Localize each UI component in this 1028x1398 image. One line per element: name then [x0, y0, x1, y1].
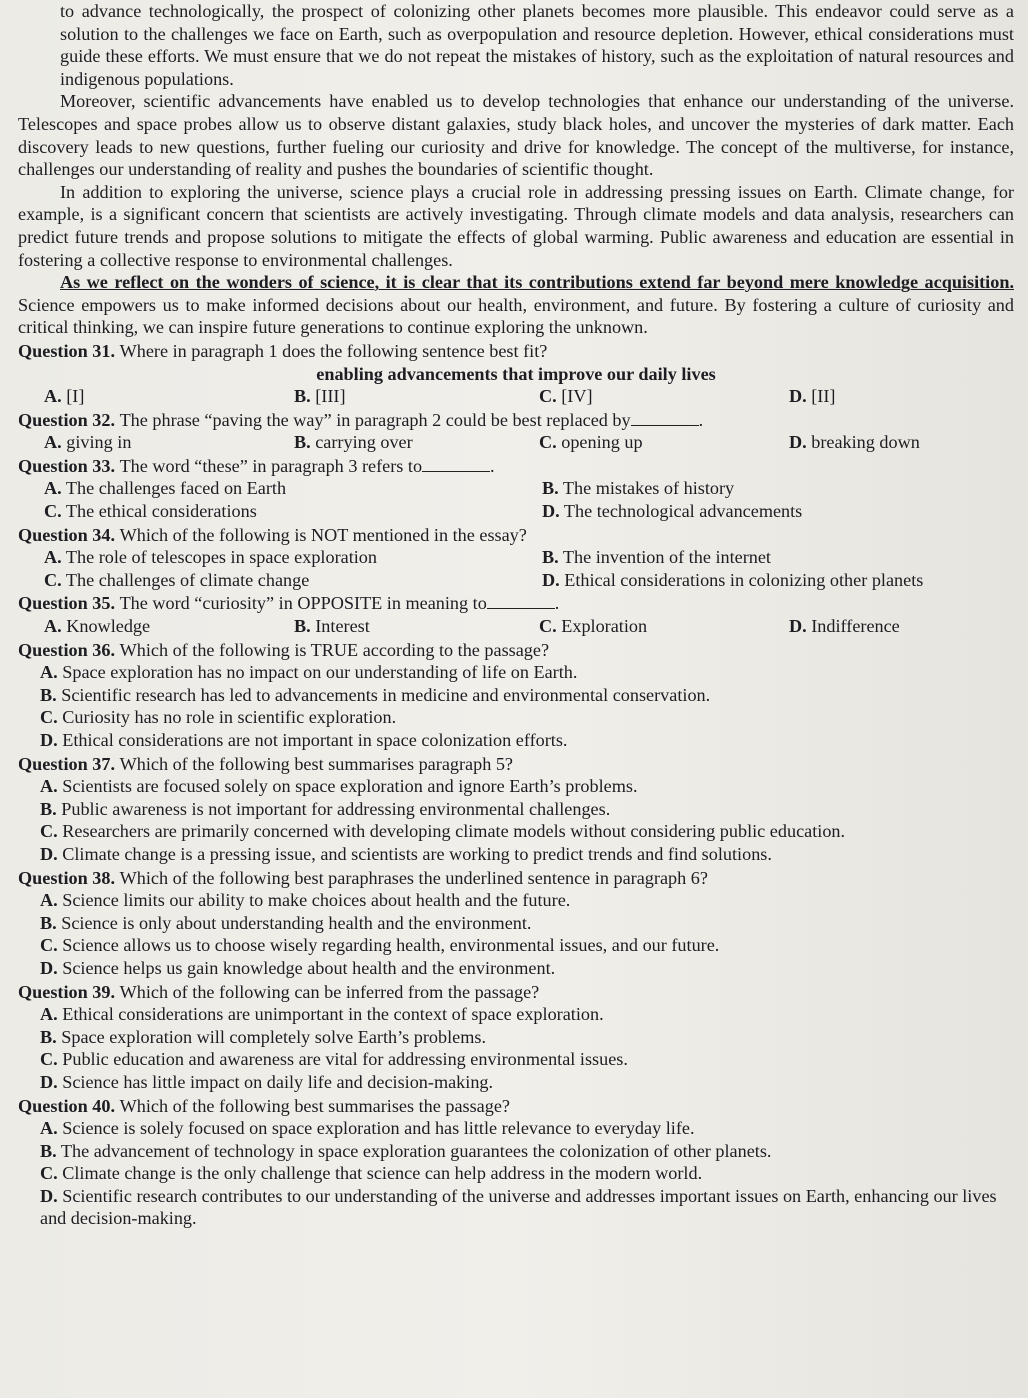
answer-option-d[interactable]	[40, 1071, 1014, 1094]
question-number: Question 38.	[18, 867, 116, 888]
question-tail: .	[554, 593, 560, 614]
question-40	[18, 1095, 1014, 1118]
passage-paragraph-6	[18, 271, 1014, 339]
answer-option-b[interactable]	[294, 615, 539, 638]
answer-option-c[interactable]	[539, 385, 789, 408]
option-text: Ethical considerations are unimportant in the context of space exploration.	[62, 1004, 604, 1025]
option-label: B.	[542, 547, 559, 568]
option-label: C.	[539, 616, 557, 637]
question-stem: Where in paragraph 1 does the following sentence best fit?	[119, 340, 548, 361]
option-label: B.	[40, 912, 57, 933]
answer-options	[18, 1003, 1014, 1093]
answer-option-c[interactable]	[539, 431, 789, 454]
answer-option-c[interactable]	[40, 1048, 1014, 1071]
option-label: B.	[294, 432, 311, 453]
option-label: A.	[44, 432, 62, 453]
option-text: Science has little impact on daily life and decision-making.	[62, 1071, 494, 1092]
option-label: C.	[539, 432, 557, 453]
option-text: giving in	[66, 432, 132, 453]
option-text: Climate change is the only challenge that science can help address in the modern world.	[62, 1163, 703, 1184]
question-number: Question 36.	[18, 639, 116, 660]
option-text: Science limits our ability to make choices about health and the future.	[62, 890, 571, 911]
answer-blank	[631, 409, 699, 426]
answer-option-d[interactable]	[542, 569, 992, 592]
option-label: A.	[44, 547, 62, 568]
option-text: carrying over	[315, 432, 413, 453]
question-stem: Which of the following is NOT mentioned in the essay?	[119, 524, 527, 545]
option-label: B.	[40, 1026, 57, 1047]
question-stem: Which of the following best summarises the passage?	[119, 1095, 510, 1116]
option-label: D.	[40, 730, 58, 750]
answer-option-b[interactable]	[294, 431, 539, 454]
option-text: Scientific research contributes to our understanding of the universe and addresses important issues on Earth, enhancing our lives and decision-making.	[40, 1185, 997, 1229]
option-text: Space exploration has no impact on our understanding of life on Earth.	[62, 662, 578, 683]
option-text: Ethical considerations in colonizing other planets	[564, 569, 924, 590]
question-number: Question 34.	[18, 524, 116, 545]
option-text: Researchers are primarily concerned with developing climate models without considering public education.	[62, 821, 846, 842]
option-text: The mistakes of history	[562, 478, 735, 499]
option-label: C.	[539, 386, 557, 407]
answer-option-d[interactable]	[789, 431, 989, 454]
option-label: D.	[40, 1071, 58, 1092]
option-text: Science is solely focused on space exploration and has little relevance to everyday life.	[62, 1118, 695, 1139]
question-number: Question 35.	[18, 593, 116, 614]
answer-option-c[interactable]	[539, 615, 789, 638]
option-text: breaking down	[811, 432, 920, 453]
answer-options	[18, 385, 1014, 408]
answer-options	[18, 889, 1014, 979]
answer-option-b[interactable]	[40, 684, 1014, 707]
option-label: C.	[40, 935, 58, 956]
option-label: C.	[44, 569, 62, 590]
question-number: Question 33.	[18, 455, 116, 476]
option-label: D.	[542, 501, 560, 522]
question-36	[18, 639, 1014, 662]
option-text: The ethical considerations	[65, 501, 257, 522]
answer-option-b[interactable]	[40, 798, 1014, 821]
answer-option-a[interactable]	[40, 661, 1014, 684]
answer-option-d[interactable]	[40, 957, 1014, 980]
option-text: Ethical considerations are not important in space colonization efforts.	[62, 730, 568, 750]
answer-option-d[interactable]	[40, 843, 1014, 866]
option-text: The challenges faced on Earth	[65, 478, 287, 499]
question-stem: The word “curiosity” in OPPOSITE in meaning to	[119, 593, 487, 614]
answer-options	[18, 1117, 1014, 1230]
option-label: D.	[40, 1185, 58, 1206]
option-label: B.	[542, 478, 559, 499]
option-label: B.	[294, 386, 311, 407]
option-text: [I]	[66, 386, 85, 407]
option-text: Curiosity has no role in scientific exploration.	[62, 707, 397, 728]
answer-option-b[interactable]	[40, 912, 1014, 935]
answer-option-d[interactable]	[789, 615, 989, 638]
answer-option-a[interactable]	[40, 889, 1014, 912]
question-stem: Which of the following best summarises paragraph 5?	[119, 753, 514, 774]
option-label: D.	[789, 432, 807, 453]
answer-option-a[interactable]	[44, 546, 542, 569]
answer-option-a[interactable]	[44, 615, 294, 638]
option-text: The invention of the internet	[562, 547, 771, 568]
answer-option-d[interactable]	[789, 385, 989, 408]
option-label: D.	[40, 843, 58, 864]
question-39	[18, 981, 1014, 1004]
question-number: Question 37.	[18, 753, 116, 774]
option-text: Knowledge	[66, 616, 151, 637]
option-label: A.	[40, 1004, 58, 1025]
answer-options	[18, 431, 1014, 454]
option-label: C.	[40, 1049, 58, 1070]
option-text: Space exploration will completely solve Earth’s problems.	[61, 1026, 487, 1047]
option-text: Exploration	[561, 616, 648, 637]
option-label: C.	[40, 821, 58, 842]
option-label: A.	[44, 478, 62, 499]
answer-options	[18, 661, 1014, 751]
option-text: [IV]	[561, 386, 593, 407]
option-text: Science is only about understanding health and the environment.	[61, 912, 532, 933]
option-text: The role of telescopes in space exploration	[65, 547, 377, 568]
option-label: C.	[40, 707, 58, 728]
option-text: Scientific research has led to advancements in medicine and environmental conservation.	[61, 684, 711, 705]
option-text: opening up	[561, 432, 643, 453]
answer-option-d[interactable]	[40, 729, 1014, 752]
question-tail: .	[698, 409, 704, 430]
passage-paragraph-2: Moreover, scientific advancements have enabled us to develop technologies that enhance our understanding of the universe. Telescopes and space probes allow us to observe distant galaxies, study black holes, and uncover the mysteries of dark matter. Each discovery leads to new questions, further fueling our curiosity and drive for knowledge. The concept of the multiverse, for instance, challenges our understanding of reality and pushes the boundaries of scientific thought.	[18, 91, 1014, 180]
answer-option-a[interactable]	[40, 1003, 1014, 1026]
option-label: D.	[789, 616, 807, 637]
question-stem: The word “these” in paragraph 3 refers to	[119, 455, 423, 476]
question-32	[18, 409, 1014, 432]
question-stem: Which of the following best paraphrases the underlined sentence in paragraph 6?	[119, 867, 708, 888]
question-31	[18, 340, 1014, 363]
option-label: B.	[40, 1140, 57, 1161]
answer-option-a[interactable]	[40, 775, 1014, 798]
passage-paragraph-1: to advance technologically, the prospect of colonizing other planets becomes more plausible. This endeavor could serve as a solution to the challenges we face on Earth, such as overpopulation and resource depletion. However, ethical considerations must guide these efforts. We must ensure that we do not repeat the mistakes of history, such as the exploitation of natural resources and indigenous populations.	[60, 1, 1014, 89]
answer-option-a[interactable]	[44, 477, 542, 500]
inserted-sentence: enabling advancements that improve our daily lives	[316, 363, 716, 384]
option-label: C.	[40, 1163, 58, 1184]
answer-options	[18, 477, 1014, 522]
question-tail: .	[490, 455, 495, 476]
option-text: Indifference	[811, 616, 900, 637]
paragraph-6-rest: Science empowers us to make informed decisions about our health, environment, and future. By fostering a culture of curiosity and critical thinking, we can inspire future generations to continue exploring the unknown.	[18, 294, 1014, 338]
option-label: A.	[44, 616, 62, 637]
answer-option-c[interactable]	[40, 820, 1014, 843]
option-text: Public awareness is not important for addressing environmental challenges.	[61, 798, 611, 819]
answer-option-c[interactable]	[40, 706, 1014, 729]
answer-option-c[interactable]	[44, 500, 542, 523]
answer-option-a[interactable]	[44, 385, 294, 408]
option-text: The advancement of technology in space exploration guarantees the colonization of other planets.	[60, 1140, 772, 1161]
answer-option-a[interactable]	[44, 431, 294, 454]
question-stem: Which of the following is TRUE according to the passage?	[119, 639, 550, 660]
answer-option-b[interactable]	[542, 546, 992, 569]
question-37	[18, 753, 1014, 776]
option-label: A.	[44, 386, 62, 407]
option-text: [III]	[315, 386, 346, 407]
question-number: Question 40.	[18, 1095, 116, 1116]
option-label: A.	[40, 890, 58, 911]
question-38	[18, 867, 1014, 890]
answer-blank	[487, 592, 555, 609]
answer-option-d[interactable]	[542, 500, 992, 523]
option-text: Science helps us gain knowledge about health and the environment.	[62, 957, 556, 978]
option-label: A.	[40, 776, 58, 797]
option-label: B.	[40, 798, 57, 819]
option-label: B.	[40, 684, 57, 705]
question-number: Question 32.	[18, 409, 116, 430]
answer-option-d[interactable]	[40, 1185, 1014, 1230]
option-text: The technological advancements	[563, 501, 803, 522]
answer-option-b[interactable]	[40, 1140, 1014, 1163]
answer-option-c[interactable]	[44, 569, 542, 592]
answer-blank	[422, 455, 490, 472]
question-list	[18, 340, 1014, 1230]
question-34	[18, 524, 1014, 547]
option-label: B.	[294, 616, 311, 637]
answer-option-a[interactable]	[40, 1117, 1014, 1140]
answer-options	[18, 546, 1014, 591]
option-text: The challenges of climate change	[65, 569, 310, 590]
question-35	[18, 592, 1014, 615]
option-label: C.	[44, 501, 62, 522]
option-label: D.	[789, 386, 807, 407]
option-text: Scientists are focused solely on space exploration and ignore Earth’s problems.	[62, 776, 638, 797]
answer-option-b[interactable]	[294, 385, 539, 408]
question-number: Question 31.	[18, 340, 116, 361]
option-text: [II]	[811, 386, 836, 407]
answer-options	[18, 775, 1014, 865]
option-text: Science allows us to choose wisely regarding health, environmental issues, and our future.	[62, 935, 720, 956]
question-stem: Which of the following can be inferred from the passage?	[119, 981, 540, 1002]
option-label: A.	[40, 1118, 58, 1139]
question-stem: The phrase “paving the way” in paragraph 2 could be best replaced by	[119, 409, 631, 430]
question-number: Question 39.	[18, 981, 116, 1002]
underlined-sentence: As we reflect on the wonders of science, it is clear that its contributions extend far beyond mere knowledge acquisition.	[60, 272, 1014, 293]
option-label: D.	[542, 569, 560, 590]
passage-paragraph-3: In addition to exploring the universe, science plays a crucial role in addressing pressing issues on Earth. Climate change, for example, is a significant concern that scientists are actively investigating. Through climate models and data analysis, researchers can predict future trends and propose solutions to mitigate the effects of global warming. Public awareness and education are essential in fostering a collective response to environmental challenges.	[18, 181, 1014, 270]
option-text: Climate change is a pressing issue, and scientists are working to predict trends and find solutions.	[62, 843, 772, 864]
answer-option-c[interactable]	[40, 1162, 1014, 1185]
answer-option-c[interactable]	[40, 934, 1014, 957]
option-text: Public education and awareness are vital for addressing environmental issues.	[62, 1049, 628, 1070]
option-label: A.	[40, 662, 58, 683]
question-33	[18, 455, 1014, 478]
answer-option-b[interactable]	[40, 1026, 1014, 1049]
option-label: D.	[40, 957, 58, 978]
answer-options	[18, 615, 1014, 638]
option-text: Interest	[315, 616, 370, 637]
answer-option-b[interactable]	[542, 477, 992, 500]
